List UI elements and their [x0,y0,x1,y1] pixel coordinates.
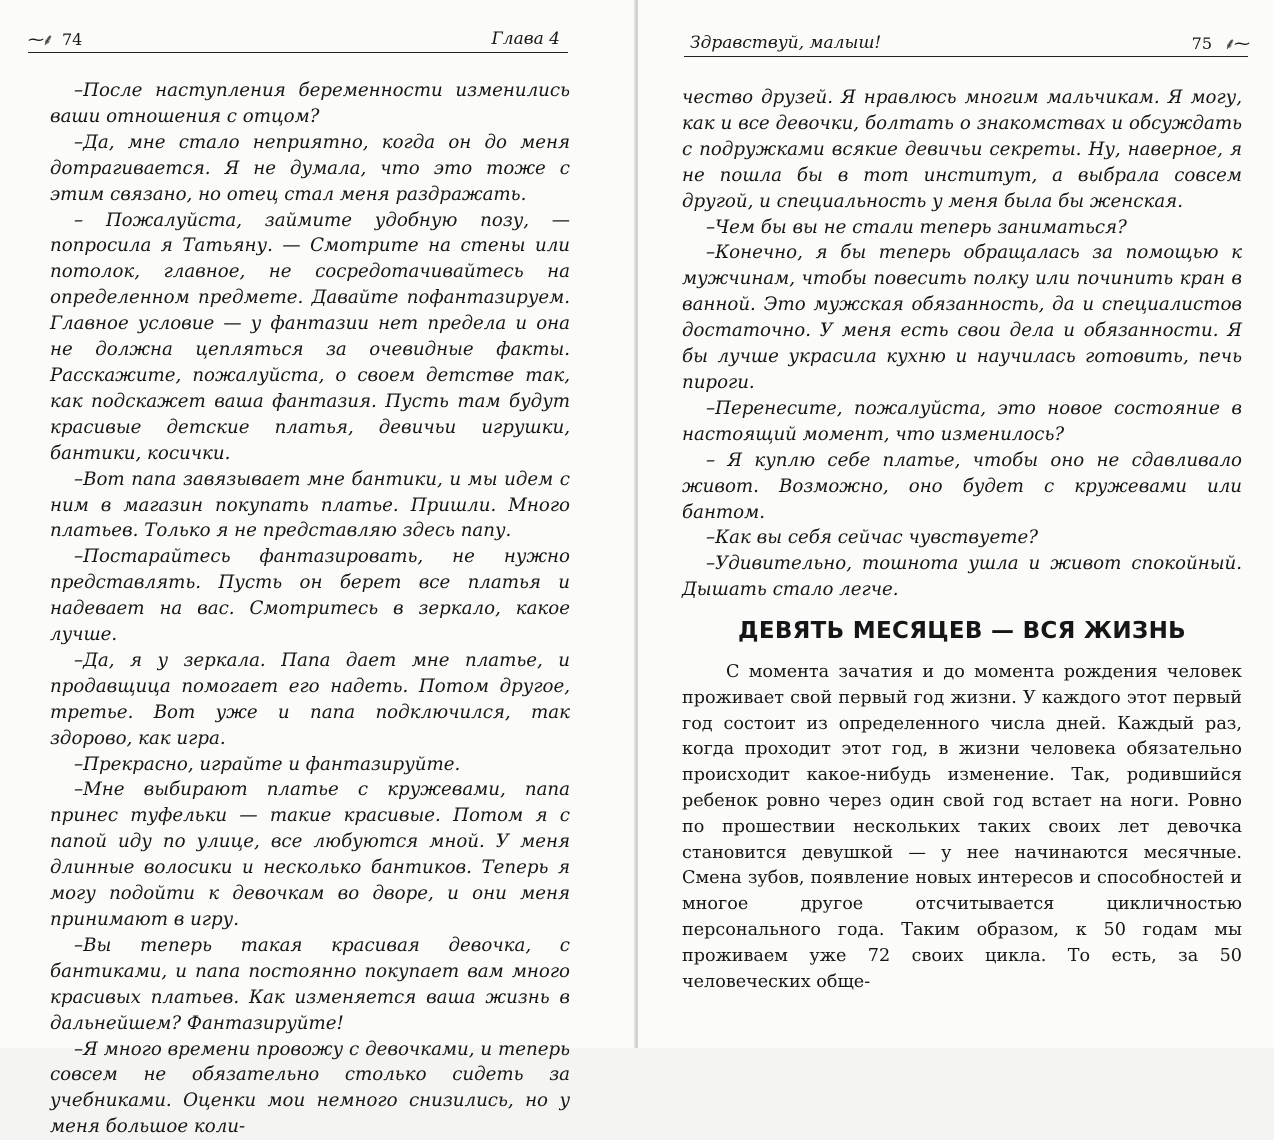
right-page-number: 75 [1191,34,1212,53]
paragraph: –Постарайтесь фантазировать, не нужно представлять. Пусть он берет все платья и надевает на вас. Смотритесь в зеркало, какое лучше. [50,546,570,646]
paragraph: –Вы теперь такая красивая девочка, с бантиками, и папа постоянно покупает вам много красивых платьев. Как изменяется ваша жизнь в дальнейшем? Фантазируйте! [50,934,570,1034]
left-running-header [28,26,568,53]
paragraph: – Я куплю себе платье, чтобы оно не сдавливало живот. Возможно, оно будет с кружевами или бантом. [682,449,1242,523]
paragraph: –Да, я у зеркала. Папа дает мне платье, и продавщица помогает его надеть. Потом другое, третье. Вот уже и папа подключился, так здорово, как игра. [50,649,570,749]
right-page-text [682,85,1242,603]
paragraph: –После наступления беременности изменились ваши отношения с отцом? [50,80,570,127]
left-page-text [50,78,570,1140]
paragraph: –Я много времени провожу с девочками, и теперь совсем не обязательно столько сидеть за учебниками. Оценки мои немного снизились, но у меня большое коли- [50,1038,570,1138]
paragraph: чество друзей. Я нравлюсь многим мальчикам. Я могу, как и все девочки, болтать о знакомствах и обсуждать с подружками всякие девичьи секреты. Ну, наверное, я не пошла бы в тот институт, а выбрала совсем другой, и специальность у меня была бы женская. [682,87,1242,212]
section-body-text [682,660,1242,995]
right-ornament-icon: ⸙⁓ [1223,34,1248,53]
right-running-head: Здравствуй, малыш! [690,33,882,53]
paragraph: –Перенесите, пожалуйста, это новое состояние в настоящий момент, что изменилось? [682,397,1242,445]
paragraph: –Конечно, я бы теперь обращалась за помощью к мужчинам, чтобы повесить полку или починить кран в ванной. Это мужская обязанность, да и специалистов достаточно. У меня есть свои дела и обязанности. Я бы лучше украсила кухню и научилась готовить, печь пироги. [682,242,1242,393]
paragraph: – Пожалуйста, займите удобную позу, — попросила я Татьяну. — Смотрите на стены или потолок, главное, не сосредотачивайтесь на определенном предмете. Давайте пофантазируем. Главное условие — у фантазии нет предела и она не должна цепляться за очевидные факты. Расскажите, пожалуйста, о своем детстве так, как подскажет ваша фантазия. Пусть там будут красивые детские платья, девичьи игрушки, бантики, косички. [50,209,570,464]
paragraph: –Удивительно, тошнота ушла и живот спокойный. Дышать стало легче. [682,553,1242,601]
paragraph: –Чем бы вы не стали теперь заниматься? [706,216,1127,238]
paragraph: С момента зачатия и до момента рождения человек проживает свой первый год жизни. У каждого этот первый год состоит из определенного числа дней. Каждый раз, когда проходит этот год, в жизни человека обязательно происходит какое-нибудь изменение. Так, родившийся ребенок ровно через один свой год встает на ноги. Ровно по прошествии нескольких таких своих лет девочка становится девушкой — у нее начинаются месячные. Смена зубов, появление новых интересов и способностей и многое другое отсчитывается цикличностью персонального года. Таким образом, к 50 годам мы проживаем уже 72 своих цикла. То есть, за 50 человеческих обще- [682,662,1242,992]
paragraph: –Да, мне стало неприятно, когда он до меня дотрагивается. Я не думала, что это тоже с этим связано, но отец стал меня раздражать. [50,131,570,205]
right-running-header [684,30,1248,57]
paragraph: –Мне выбирают платье с кружевами, папа принес туфельки — такие красивые. Потом я с папой иду по улице, все любуются мной. У меня длинные волосики и несколько бантиков. Теперь я могу подойти к девочкам во дворе, и они меня принимают в игру. [50,779,570,930]
paragraph: –Вот папа завязывает мне бантики, и мы идем с ним в магазин покупать платье. Пришли. Много платьев. Только я не представляю здесь папу. [50,468,570,542]
paragraph: –Как вы себя сейчас чувствуете? [706,527,1039,549]
left-ornament-icon: ⁓⸙ [28,30,53,49]
left-running-head: Глава 4 [491,29,560,49]
left-page-number: 74 [62,30,83,49]
section-title: ДЕВЯТЬ МЕСЯЦЕВ — ВСЯ ЖИЗНЬ [738,618,1186,644]
left-page [0,0,636,1138]
paragraph: –Прекрасно, играйте и фантазируйте. [74,753,461,775]
